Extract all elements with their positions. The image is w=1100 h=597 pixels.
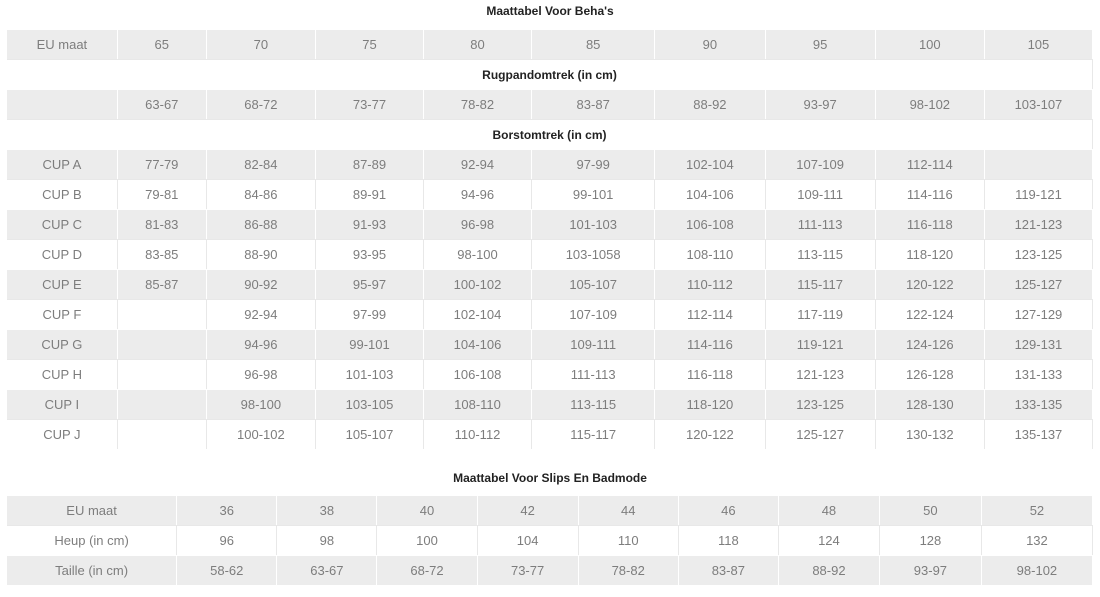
value-cell: 115-117 <box>532 419 655 449</box>
row-heup-in-cm <box>7 525 1093 555</box>
value-cell: 116-118 <box>655 359 765 389</box>
value-cell <box>118 359 207 389</box>
row-label-cell: CUP F <box>7 299 118 329</box>
row-eu-maat <box>7 495 1093 525</box>
row-label-cell: EU maat <box>7 495 177 525</box>
value-cell: 52 <box>982 495 1093 525</box>
table-row <box>7 89 1093 119</box>
value-cell: 120-122 <box>876 269 985 299</box>
value-cell: 79-81 <box>118 179 207 209</box>
row-cup-h <box>7 359 1093 389</box>
value-cell: 100 <box>377 525 477 555</box>
value-cell: 83-87 <box>532 89 655 119</box>
row-cup-c <box>7 209 1093 239</box>
row-label-cell: Heup (in cm) <box>7 525 177 555</box>
row-label-cell: Taille (in cm) <box>7 555 177 585</box>
row-label-cell: EU maat <box>7 29 118 59</box>
value-cell: 87-89 <box>316 149 424 179</box>
value-cell: 114-116 <box>876 179 985 209</box>
value-cell: 112-114 <box>655 299 765 329</box>
value-cell: 114-116 <box>655 329 765 359</box>
value-cell: 84-86 <box>207 179 316 209</box>
value-cell: 107-109 <box>766 149 876 179</box>
value-cell: 81-83 <box>118 209 207 239</box>
row-label-cell <box>7 89 118 119</box>
value-cell: 129-131 <box>985 329 1093 359</box>
value-cell: 125-127 <box>985 269 1093 299</box>
value-cell: 68-72 <box>207 89 316 119</box>
value-cell: 83-87 <box>679 555 779 585</box>
value-cell: 80 <box>424 29 532 59</box>
value-cell: 48 <box>779 495 880 525</box>
row-cup-b <box>7 179 1093 209</box>
value-cell: 107-109 <box>532 299 655 329</box>
value-cell: 95-97 <box>316 269 424 299</box>
row-label-cell: CUP G <box>7 329 118 359</box>
value-cell: 112-114 <box>876 149 985 179</box>
slip-table-title: Maattabel Voor Slips En Badmode <box>453 471 647 485</box>
value-cell: 77-79 <box>118 149 207 179</box>
value-cell: 131-133 <box>985 359 1093 389</box>
value-cell: 93-97 <box>766 89 876 119</box>
value-cell: 100 <box>876 29 985 59</box>
value-cell: 121-123 <box>766 359 876 389</box>
section-header-label: Rugpandomtrek (in cm) <box>7 59 1093 89</box>
bra-table-title: Maattabel Voor Beha's <box>486 4 614 18</box>
value-cell: 120-122 <box>655 419 765 449</box>
value-cell: 106-108 <box>424 359 532 389</box>
value-cell: 128-130 <box>876 389 985 419</box>
value-cell: 46 <box>679 495 779 525</box>
value-cell: 92-94 <box>207 299 316 329</box>
value-cell: 103-1058 <box>532 239 655 269</box>
slip-size-table <box>7 495 1093 585</box>
row-label-cell: CUP D <box>7 239 118 269</box>
row-eu-maat <box>7 29 1093 59</box>
value-cell: 88-92 <box>655 89 765 119</box>
value-cell: 126-128 <box>876 359 985 389</box>
value-cell: 96-98 <box>424 209 532 239</box>
value-cell: 63-67 <box>118 89 207 119</box>
value-cell: 124-126 <box>876 329 985 359</box>
value-cell: 123-125 <box>985 239 1093 269</box>
value-cell: 105-107 <box>316 419 424 449</box>
value-cell: 86-88 <box>207 209 316 239</box>
section-header-row <box>7 119 1093 149</box>
value-cell: 105-107 <box>532 269 655 299</box>
row-label-cell: CUP J <box>7 419 118 449</box>
value-cell <box>118 299 207 329</box>
value-cell: 94-96 <box>424 179 532 209</box>
value-cell: 98-102 <box>876 89 985 119</box>
value-cell: 99-101 <box>532 179 655 209</box>
value-cell: 90-92 <box>207 269 316 299</box>
value-cell: 44 <box>579 495 679 525</box>
value-cell: 100-102 <box>424 269 532 299</box>
value-cell: 119-121 <box>766 329 876 359</box>
value-cell: 102-104 <box>655 149 765 179</box>
value-cell: 94-96 <box>207 329 316 359</box>
row-label-cell: CUP E <box>7 269 118 299</box>
row-cup-d <box>7 239 1093 269</box>
value-cell: 93-95 <box>316 239 424 269</box>
value-cell: 104-106 <box>424 329 532 359</box>
bra-size-table <box>7 29 1093 449</box>
value-cell: 82-84 <box>207 149 316 179</box>
value-cell: 88-92 <box>779 555 880 585</box>
value-cell: 102-104 <box>424 299 532 329</box>
value-cell: 113-115 <box>766 239 876 269</box>
row-cup-j <box>7 419 1093 449</box>
value-cell: 110 <box>579 525 679 555</box>
value-cell: 73-77 <box>316 89 424 119</box>
value-cell: 58-62 <box>177 555 277 585</box>
value-cell: 96-98 <box>207 359 316 389</box>
value-cell: 92-94 <box>424 149 532 179</box>
row-cup-a <box>7 149 1093 179</box>
value-cell: 78-82 <box>579 555 679 585</box>
value-cell: 116-118 <box>876 209 985 239</box>
value-cell: 108-110 <box>424 389 532 419</box>
value-cell: 70 <box>207 29 316 59</box>
value-cell: 118-120 <box>876 239 985 269</box>
row-taille-in-cm <box>7 555 1093 585</box>
value-cell <box>985 149 1093 179</box>
value-cell: 73-77 <box>478 555 579 585</box>
value-cell: 123-125 <box>766 389 876 419</box>
value-cell <box>118 329 207 359</box>
value-cell <box>118 389 207 419</box>
value-cell: 105 <box>985 29 1093 59</box>
value-cell: 106-108 <box>655 209 765 239</box>
value-cell: 110-112 <box>655 269 765 299</box>
value-cell: 98 <box>277 525 377 555</box>
value-cell: 85-87 <box>118 269 207 299</box>
value-cell: 108-110 <box>655 239 765 269</box>
value-cell: 104 <box>478 525 579 555</box>
value-cell: 103-105 <box>316 389 424 419</box>
value-cell: 97-99 <box>532 149 655 179</box>
value-cell: 119-121 <box>985 179 1093 209</box>
row-label-cell: CUP C <box>7 209 118 239</box>
value-cell <box>118 419 207 449</box>
value-cell: 93-97 <box>880 555 982 585</box>
value-cell: 101-103 <box>316 359 424 389</box>
row-label-cell: CUP B <box>7 179 118 209</box>
value-cell: 118 <box>679 525 779 555</box>
value-cell: 103-107 <box>985 89 1093 119</box>
value-cell: 124 <box>779 525 880 555</box>
value-cell: 121-123 <box>985 209 1093 239</box>
value-cell: 100-102 <box>207 419 316 449</box>
value-cell: 90 <box>655 29 765 59</box>
value-cell: 91-93 <box>316 209 424 239</box>
value-cell: 118-120 <box>655 389 765 419</box>
value-cell: 113-115 <box>532 389 655 419</box>
value-cell: 133-135 <box>985 389 1093 419</box>
value-cell: 97-99 <box>316 299 424 329</box>
value-cell: 50 <box>880 495 982 525</box>
value-cell: 101-103 <box>532 209 655 239</box>
value-cell: 40 <box>377 495 477 525</box>
value-cell: 99-101 <box>316 329 424 359</box>
section-header-label: Borstomtrek (in cm) <box>7 119 1093 149</box>
value-cell: 109-111 <box>532 329 655 359</box>
value-cell: 78-82 <box>424 89 532 119</box>
value-cell: 98-100 <box>424 239 532 269</box>
value-cell: 88-90 <box>207 239 316 269</box>
value-cell: 109-111 <box>766 179 876 209</box>
value-cell: 115-117 <box>766 269 876 299</box>
value-cell: 132 <box>982 525 1093 555</box>
value-cell: 130-132 <box>876 419 985 449</box>
value-cell: 85 <box>532 29 655 59</box>
value-cell: 36 <box>177 495 277 525</box>
value-cell: 83-85 <box>118 239 207 269</box>
value-cell: 117-119 <box>766 299 876 329</box>
row-label-cell: CUP I <box>7 389 118 419</box>
value-cell: 68-72 <box>377 555 477 585</box>
value-cell: 89-91 <box>316 179 424 209</box>
value-cell: 125-127 <box>766 419 876 449</box>
row-cup-i <box>7 389 1093 419</box>
value-cell: 95 <box>766 29 876 59</box>
value-cell: 111-113 <box>532 359 655 389</box>
row-cup-f <box>7 299 1093 329</box>
row-cup-e <box>7 269 1093 299</box>
section-header-row <box>7 59 1093 89</box>
value-cell: 65 <box>118 29 207 59</box>
value-cell: 63-67 <box>277 555 377 585</box>
value-cell: 122-124 <box>876 299 985 329</box>
row-cup-g <box>7 329 1093 359</box>
value-cell: 127-129 <box>985 299 1093 329</box>
value-cell: 111-113 <box>766 209 876 239</box>
value-cell: 104-106 <box>655 179 765 209</box>
value-cell: 75 <box>316 29 424 59</box>
value-cell: 135-137 <box>985 419 1093 449</box>
row-label-cell: CUP H <box>7 359 118 389</box>
value-cell: 128 <box>880 525 982 555</box>
row-label-cell: CUP A <box>7 149 118 179</box>
value-cell: 42 <box>478 495 579 525</box>
value-cell: 96 <box>177 525 277 555</box>
value-cell: 98-102 <box>982 555 1093 585</box>
value-cell: 110-112 <box>424 419 532 449</box>
value-cell: 98-100 <box>207 389 316 419</box>
value-cell: 38 <box>277 495 377 525</box>
